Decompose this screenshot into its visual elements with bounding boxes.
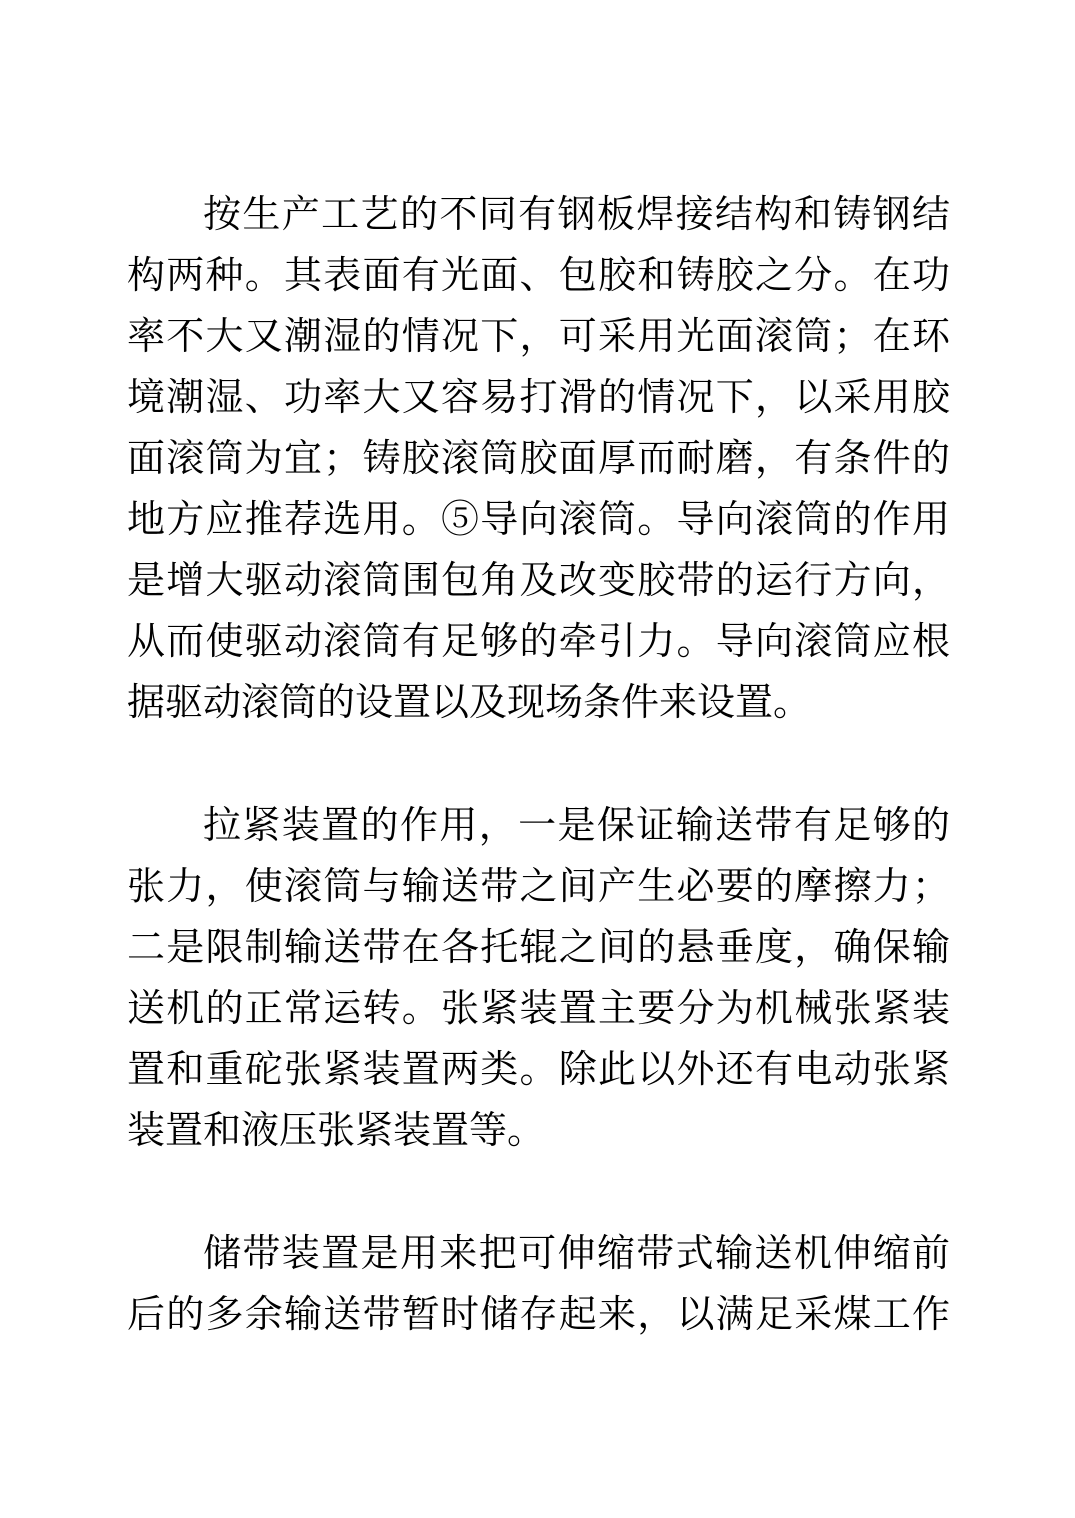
text-line: 送机的正常运转。张紧装置主要分为机械张紧装 [127, 988, 950, 1030]
text-line: 装置和液压张紧装置等。 [127, 1110, 546, 1152]
paragraph [127, 796, 950, 1162]
text-line: 按生产工艺的不同有钢板焊接结构和铸钢结 [203, 194, 950, 236]
text-line: 二是限制输送带在各托辊之间的悬垂度，确保输 [127, 927, 950, 969]
text-line: 储带装置是用来把可伸缩带式输送机伸缩前 [203, 1233, 950, 1275]
text-line: 构两种。其表面有光面、包胶和铸胶之分。在功 [127, 255, 950, 297]
text-line: 面滚筒为宜；铸胶滚筒胶面厚而耐磨，有条件的 [127, 438, 950, 480]
text-line: 从而使驱动滚筒有足够的牵引力。导向滚筒应根 [127, 621, 950, 663]
page-text [127, 185, 950, 1346]
text-line: 后的多余输送带暂时储存起来，以满足采煤工作 [127, 1294, 950, 1336]
paragraph [127, 185, 950, 734]
text-line: 据驱动滚筒的设置以及现场条件来设置。 [127, 682, 812, 724]
text-line: 地方应推荐选用。⑤导向滚筒。导向滚筒的作用 [127, 499, 950, 541]
text-line: 境潮湿、功率大又容易打滑的情况下，以采用胶 [127, 377, 950, 419]
text-line: 拉紧装置的作用，一是保证输送带有足够的 [203, 805, 950, 847]
text-line: 张力，使滚筒与输送带之间产生必要的摩擦力； [127, 866, 950, 908]
text-line: 置和重砣张紧装置两类。除此以外还有电动张紧 [127, 1049, 950, 1091]
paragraph [127, 1224, 950, 1346]
text-line: 是增大驱动滚筒围包角及改变胶带的运行方向， [127, 560, 950, 602]
text-line: 率不大又潮湿的情况下，可采用光面滚筒；在环 [127, 316, 950, 358]
